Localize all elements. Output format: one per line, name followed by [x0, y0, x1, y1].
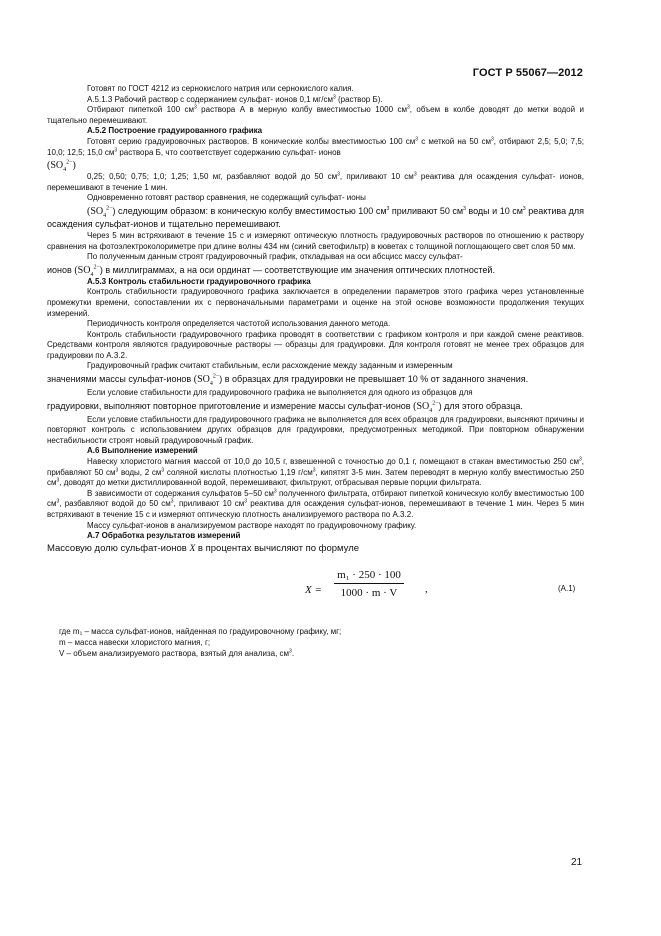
paragraph: Градуировочный график считают стабильным, если расхождение между заданным и измеренным	[87, 361, 453, 371]
section-heading: А.5.3 Контроль стабильности градуировочного графика	[87, 276, 311, 286]
formula-fraction	[334, 569, 404, 599]
paragraph: Готовят серию градуировочных растворов. В конические колбы вместимостью 100 $см^3$ с меткой на 50 $см^3$, отбирают 2,5; 5,0; 7,5; 10,0; 12,5; 15,0 $см^3$ раствора Б, что соответствует содержанию сульфат- ионов	[47, 136, 584, 157]
paragraph: градуировки, выполняют повторное приготовление и измерение массы сульфат-ионов $(SO_4^{2-})$ для этого образца.	[47, 400, 523, 414]
page-body	[47, 84, 584, 659]
variable-definitions	[47, 626, 584, 659]
definition: m – масса навески хлористого магния, г;	[59, 637, 211, 647]
paragraph: Массу сульфат-ионов в анализируемом растворе находят по градуировочному графику.	[87, 520, 417, 530]
document-header: ГОСТ Р 55067—2012	[472, 67, 583, 79]
definition: где m₁ – масса сульфат-ионов, найденная по градуировочному графику, мг;	[59, 626, 342, 636]
formula-intro: Массовую долю сульфат-ионов X в процентах вычисляют по формуле	[47, 542, 360, 554]
fraction-bar	[334, 583, 404, 584]
definition: V – объем анализируемого раствора, взятый для анализа, $см^3$.	[59, 648, 295, 658]
paragraph: Одновременно готовят раствор сравнения, не содержащий сульфат- ионы	[87, 193, 366, 203]
paragraph: А.5.1.3 Рабочий раствор с содержанием сульфат- ионов 0,1 $мг/см^3$ (раствор Б).	[87, 93, 383, 104]
formula-numerator: m₁ · 250 · 100	[337, 568, 401, 581]
formula-comma: ,	[425, 582, 428, 595]
paragraph: Контроль стабильности градуировочного графика проводят в соответствии с графиком контроля и при каждой смене реактивов. Средствами контроля являются градуировочные растворы — образцы для градуировки. Для контроля готовят не менее трех образцов для градуировки по А.3.2.	[47, 329, 584, 360]
paragraph: Навеску хлористого магния массой от 10,0 до 10,5 г, взвешенной с точностью до 0,1 г, помещают в стакан вместимостью 250 $см^3$, прибавляют 50 $см^3$ воды, 2 $см^3$ соляной кислоты плотностью 1,19 $г/см^3$, кипятят 3-5 мин. Затем переводят в мерную колбу вместимостью 250 $см^3$, доводят до метки дистиллированной водой, перемешивают, фильтруют, отбрасывая первые порции фильтрата.	[47, 456, 585, 488]
section-heading: А.6 Выполнение измерений	[87, 446, 198, 456]
paragraph: Через 5 мин встряхивают в течение 15 с и измеряют оптическую плотность градуировочных растворов по отношению к раствору сравнения на фотоэлектроколориметре при длине волны 434 нм (синий светофильтр) в кюветах с толщиной поглощающего свет слоя 50 мм.	[47, 230, 584, 251]
paragraph: В зависимости от содержания сульфатов 5–50 $см^3$ полученного фильтрата, отбирают пипеткой коническую колбу вместимостью 100 $см^3$, разбавляют водой до 50 $см^3$, приливают 10 $см^3$ реактива для осаждения сульфат-ионов, перемешивают в течение 1 мин. Через 5 мин встряхивают в течение 15 с и измеряют оптическую плотность анализируемого раствора по А.3.2.	[47, 488, 585, 519]
equation-number: (А.1)	[558, 583, 576, 593]
section-heading: А.7 Обработка результатов измерений	[87, 531, 241, 541]
page-number: 21	[571, 857, 583, 868]
paragraph: 0,25; 0,50; 0,75; 1,0; 1,25; 1,50 мг, разбавляют водой до 50 $см^3$, приливают 10 $см^3$ реактива для осаждения сульфат- ионов, перемешивают в течение 1 мин.	[47, 171, 584, 192]
formula-denominator: 1000 · m · V	[340, 586, 398, 599]
paragraph: Если условие стабильности для градуировочного графика не выполняется для одного из образцов для	[87, 388, 473, 398]
formula-lhs: X =	[305, 583, 322, 596]
sulfate-formula-line: $(SO_4^{2-})$	[47, 159, 76, 174]
formula-a1	[47, 566, 584, 616]
paragraph: По полученным данным строят градуировочный график, откладывая на оси абсцисс массу сульфат-	[87, 252, 463, 262]
paragraph: значениями массы сульфат-ионов $(SO_4^{2-})$ в образцах для градуировки не превышает 10 % от заданного значения.	[47, 373, 529, 388]
paragraph: Отбирают пипеткой 100 $см^3$ раствора А в мерную колбу вместимостью 1000 $см^3$, объем в колбе доводят до метки водой и тщательно перемешивают.	[47, 104, 585, 125]
paragraph: ионов $(SO_4^{2-})$ в миллиграммах, а на оси ординат — соответствующие им значения оптических плотностей.	[47, 264, 495, 278]
section-heading: А.5.2 Построение градуированного графика	[87, 126, 263, 136]
paragraph: Готовят по ГОСТ 4212 из сернокислого натрия или сернокислого калия.	[87, 84, 354, 93]
paragraph: $(SO_4^{2-})$ следующим образом: в коническую колбу вместимостью 100 $см^3$ приливают 50 $см^3$ воды и 10 $см^3$ реактива для осаждения сульфат-ионов и тщательно перемешивают.	[47, 205, 585, 229]
paragraph: Периодичность контроля определяется частотой использования данного метода.	[87, 319, 391, 329]
paragraph: Контроль стабильности градуировочного графика заключается в определении параметров этого графика через установленные промежутки времени, сопоставлении их с первоначальными параметрами и оценке на этой основе возможности продолжения текущих измерений.	[47, 287, 584, 318]
paragraph: Если условие стабильности для градуировочного графика не выполняется для всех образцов для градуировки, выясняют причины и повторяют контроль с использованием других образцов для градуировки, предусмотренных методикой. При повторном обнаружении нестабильности строят новый градуировочный график.	[47, 414, 584, 445]
